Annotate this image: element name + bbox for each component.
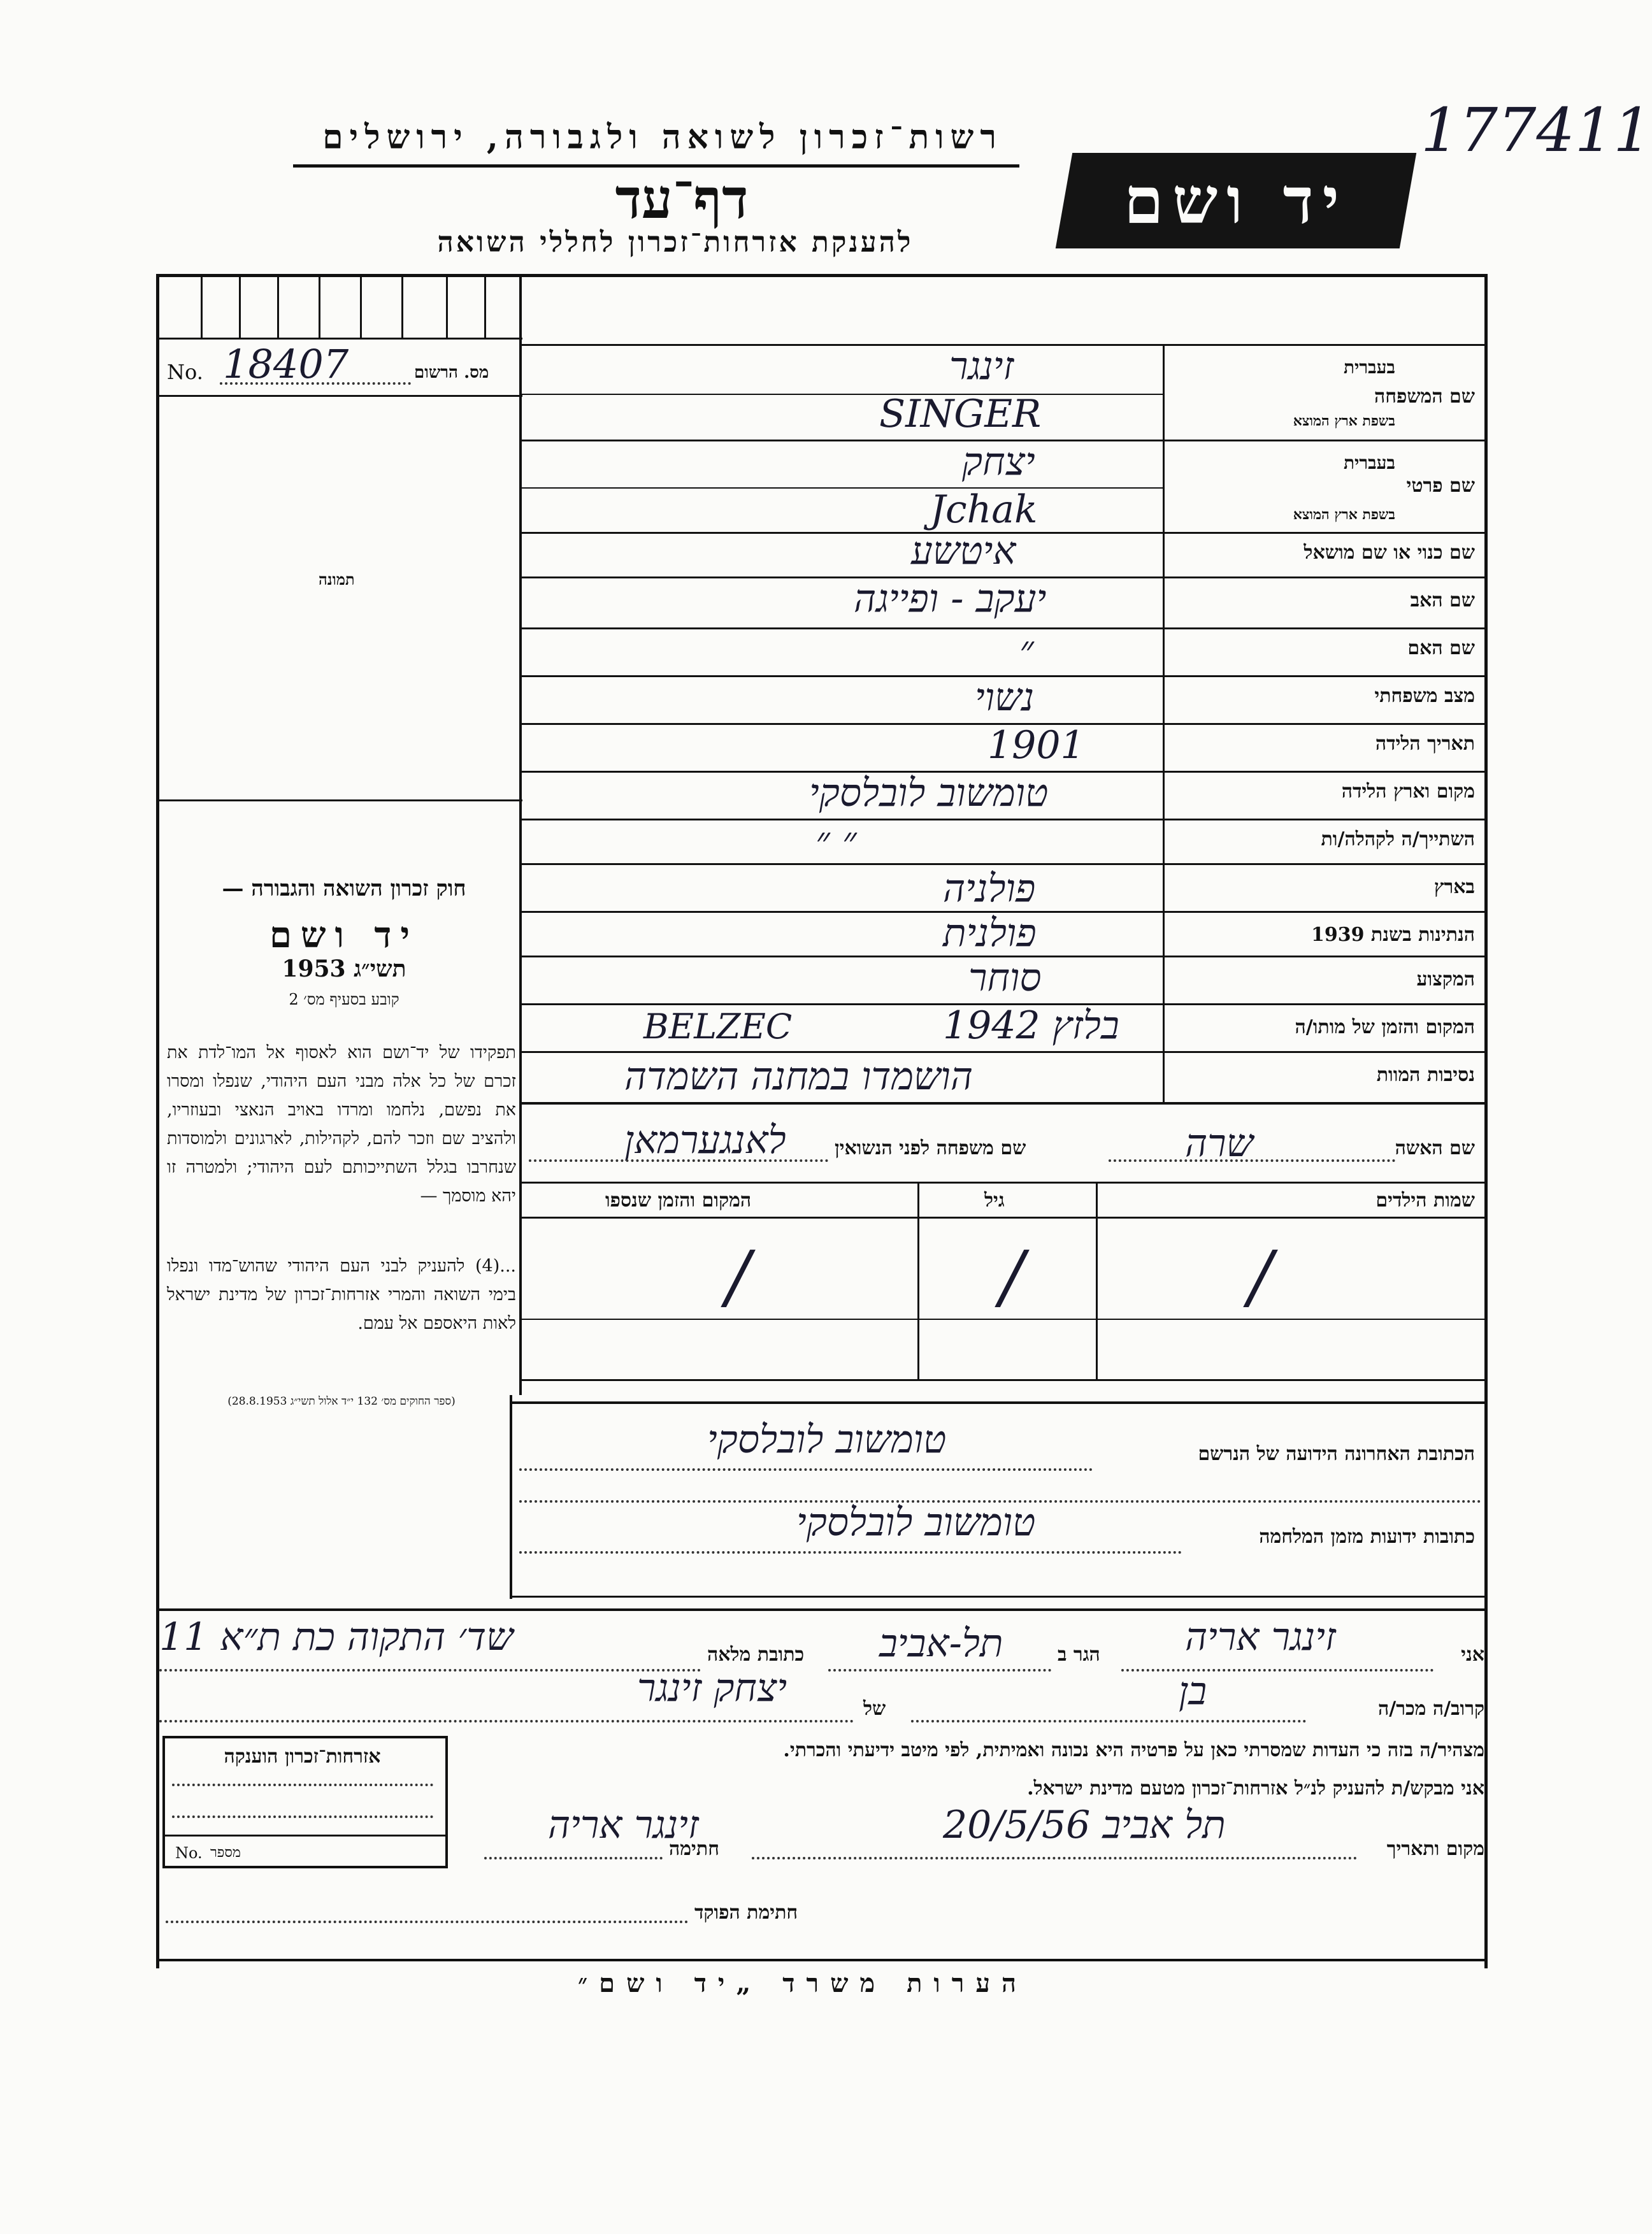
declarant-label: אני [1461, 1643, 1484, 1666]
address-section-bottom [510, 1596, 1488, 1598]
mother-name-value: ״ [1019, 627, 1034, 672]
children-age-value: / [1000, 1236, 1024, 1317]
first-name-origin-value: Jchak [930, 487, 1038, 532]
community-label: השתייך/ה לקהלה/ות [1321, 828, 1475, 850]
nationality-1939-label: הנתינות בשנת 1939 [1311, 924, 1475, 946]
commemoration-number-label: מספר [210, 1845, 241, 1861]
registration-number-label: מס. הרשום [414, 363, 489, 382]
law-title: חוק זכרון השואה והגבורה — [222, 876, 466, 901]
registration-row-bottom [159, 395, 522, 397]
last-address-value: טומשוב לובלסקי [707, 1417, 947, 1462]
wife-maiden-dotted-line [529, 1159, 828, 1162]
field-row-line [519, 487, 1163, 489]
logo-text: יד ושם [1124, 163, 1348, 238]
wife-maiden-name-label: שם משפחה לפני הנשואין [835, 1137, 1026, 1159]
law-clause: קובע בסעיף מס׳ 2 [289, 991, 399, 1008]
signature-value: זינגר אריה [548, 1803, 699, 1847]
family-name-hebrew-sublabel: בעברית [1343, 357, 1395, 378]
remarks-divider [156, 1959, 1488, 1961]
resident-label: הגר ב [1058, 1643, 1100, 1666]
declaration-top-line [156, 1608, 1488, 1611]
birth-place-value: טומשוב לובלסקי [809, 771, 1049, 815]
children-column-divider [1096, 1182, 1098, 1379]
death-place-time-value: בלזץ 1942 [943, 1003, 1119, 1048]
birth-date-value: 1901 [988, 723, 1085, 768]
form-frame-right [1484, 274, 1488, 1968]
birth-place-label: מקום וארץ הלידה [1341, 780, 1475, 803]
tick-box-divider [277, 275, 279, 339]
relative-of-value: יצחק זינגר [637, 1666, 787, 1710]
tick-box-divider [446, 275, 448, 339]
commemoration-dotted-line [172, 1784, 433, 1786]
death-place-latin-value: BELZEC [643, 1006, 793, 1047]
law-text-purpose: תפקידו של יד־ושם הוא לאסוף אל המו־לדת את זכרם של כל אלה מבני העם היהודי, שנפלו ומסרו את נפשם, נלחמו ומרדו באויב הנאצי ובעוזריו, ולהציב שם וזכר להם, לקהילות, לארגונים ולמוסדות שנחרבו בגלל השתייכותם לעם היהודי; ולמטרה זו יהא מוסמך — [167, 1043, 516, 1206]
first-name-label: שם פרטי [1406, 475, 1475, 497]
place-date-dotted-line [752, 1857, 1357, 1859]
war-addresses-value: טומשוב לובלסקי [796, 1500, 1036, 1545]
photo-label: תמונה [319, 570, 355, 589]
stamp-number: 177411 [1421, 96, 1652, 166]
tick-box-divider [360, 275, 362, 339]
form-frame-left [156, 274, 159, 1968]
children-column-divider [917, 1182, 919, 1379]
first-name-hebrew-value: יצחק [962, 440, 1035, 484]
war-addresses-label: כתובות ידועות מזמן המלחמה [1259, 1526, 1475, 1548]
declarant-dotted-line [1121, 1669, 1433, 1672]
relative-of-dotted-line [159, 1720, 854, 1722]
office-remarks-label: הערות משרד „יד ושם״ [577, 1968, 1028, 1998]
last-address-label: הכתובת האחרונה הידועה של הנרשם [1198, 1443, 1475, 1465]
registration-no-label: No. [167, 360, 203, 384]
children-table-top [519, 1182, 1488, 1184]
tick-row-bottom [159, 338, 522, 340]
country-label: בארץ [1433, 876, 1475, 898]
birth-date-label: תאריך הלידה [1375, 733, 1475, 755]
form-frame-top [156, 274, 1488, 277]
family-name-origin-sublabel: בשפת ארץ המוצא [1293, 413, 1395, 429]
community-value: ״ ״ [815, 819, 857, 863]
death-circumstances-value: הושמדו במחנה השמדה [624, 1054, 973, 1099]
children-names-value: / [1249, 1236, 1273, 1317]
relative-of-label: של [863, 1698, 886, 1720]
registration-dotted-line [220, 382, 411, 385]
photo-box-bottom [159, 799, 522, 801]
death-place-time-label: המקום והזמן של מותו/ה [1295, 1016, 1475, 1038]
mother-name-label: שם האם [1407, 637, 1475, 659]
children-death-place-value: / [726, 1236, 751, 1317]
yad-vashem-logo [1056, 153, 1416, 248]
children-age-header: גיל [984, 1189, 1005, 1212]
resident-value: תל-אביב [879, 1621, 1003, 1666]
children-header-bottom [519, 1217, 1488, 1219]
tick-box-divider [201, 275, 203, 339]
field-row-line [519, 1051, 1488, 1053]
field-row-line [519, 394, 1163, 395]
father-name-label: שם האב [1410, 589, 1475, 612]
registration-number-value: 18407 [223, 341, 349, 387]
left-column-divider [519, 274, 522, 1395]
relation-value: בן [1179, 1669, 1207, 1714]
resident-dotted-line [828, 1669, 1051, 1672]
children-death-place-header: המקום והזמן שנספו [605, 1189, 752, 1212]
tick-box-divider [239, 275, 241, 339]
place-date-label: מקום ותאריך [1386, 1838, 1484, 1860]
organization-name: רשות־זכרון לשואה ולגבורה, ירושלים [322, 118, 1003, 157]
full-address-dotted-line [159, 1669, 701, 1672]
tick-box-divider [401, 275, 403, 339]
field-row-line [519, 1102, 1488, 1105]
signature-label: חתימה [669, 1838, 719, 1860]
commemoration-no-label: No. [175, 1844, 203, 1862]
declarant-value: זינגר אריה [1185, 1615, 1336, 1659]
officer-signature-label: חתימת הפוקד [694, 1901, 798, 1924]
family-name-origin-value: SINGER [879, 392, 1042, 436]
first-name-hebrew-sublabel: בעברית [1343, 452, 1395, 473]
father-name-value: יעקב - ופייגה [854, 576, 1047, 621]
law-name: יד ושם [269, 914, 419, 956]
war-addresses-dotted-line [519, 1551, 1182, 1554]
full-address-value: שד׳ התקוה כת ת״א 11 [159, 1615, 514, 1659]
commemoration-box-title: אזרחות־זכרון הוענקה [224, 1745, 381, 1768]
officer-signature-dotted-line [166, 1921, 688, 1923]
wife-maiden-name-value: לאנגערמאן [624, 1118, 786, 1163]
family-name-hebrew-value: זינגר [949, 344, 1014, 389]
children-row-line [519, 1319, 1488, 1320]
commemoration-dotted-line [172, 1815, 433, 1818]
nationality-1939-value: פולנית [943, 911, 1037, 956]
address-section-top [510, 1401, 1488, 1404]
marital-status-label: מצב משפחתי [1374, 685, 1475, 707]
first-name-origin-sublabel: בשפת ארץ המוצא [1293, 506, 1395, 523]
children-names-header: שמות הילדים [1375, 1189, 1475, 1212]
form-subtitle: להענקת אזרחות־זכרון לחללי השואה [437, 226, 914, 259]
field-row-line [519, 863, 1488, 865]
profession-value: סוחר [968, 956, 1042, 1000]
family-name-label: שם המשפחה [1374, 385, 1475, 408]
field-row-line [519, 819, 1488, 820]
place-date-value: תל אביב 20/5/56 [943, 1803, 1226, 1847]
law-year: תשי״ג 1953 [282, 956, 406, 982]
last-address-dotted-line [519, 1468, 1093, 1471]
signature-dotted-line [484, 1857, 663, 1859]
law-text-citizenship: ...(4) להעניק לבני העם היהודי שהוש־מדו ונפלו בימי השואה והמרי אזרחות־זכרון של מדינת ישראל לאות היאספם אל עמם. [167, 1256, 516, 1333]
relation-dotted-line [911, 1720, 1306, 1722]
wife-name-dotted-line [1109, 1159, 1395, 1162]
tick-box-divider [319, 275, 320, 339]
field-row-line [519, 627, 1488, 629]
children-table-bottom [519, 1379, 1488, 1381]
marital-status-value: נשוי [975, 675, 1035, 720]
wife-name-label: שם האשה [1395, 1137, 1475, 1159]
death-circumstances-label: נסיבות המוות [1376, 1064, 1475, 1086]
profession-label: המקצוע [1416, 968, 1475, 991]
wife-name-value: שרה [1185, 1121, 1254, 1166]
commemoration-box-divider [162, 1835, 448, 1837]
country-value: פולניה [943, 866, 1036, 911]
nickname-value: איטשע [911, 529, 1016, 573]
declaration-statement: מצהיר/ה בזה כי העדות שמסרתי כאן על פרטיה היא נכונה ואמיתית, לפי מיטב ידיעתי והכרתי. [783, 1739, 1484, 1761]
form-title: דף־עד [615, 167, 749, 231]
nickname-label: שם כנוי או שם מושאל [1304, 541, 1475, 564]
tick-box-divider [484, 275, 486, 339]
law-reference: (ספר החוקים מס׳ 132 י״ד אלול תשי״ג 28.8.1953) [227, 1395, 456, 1408]
relation-label: קרוב/ה מכר/ה [1378, 1698, 1484, 1720]
full-address-label: כתובת מלאה [707, 1643, 805, 1666]
citizenship-request: אני מבקש/ת להעניק לנ״ל אזרחות־זכרון מטעם מדינת ישראל. [1027, 1777, 1484, 1800]
left-column-divider-lower [510, 1395, 512, 1599]
